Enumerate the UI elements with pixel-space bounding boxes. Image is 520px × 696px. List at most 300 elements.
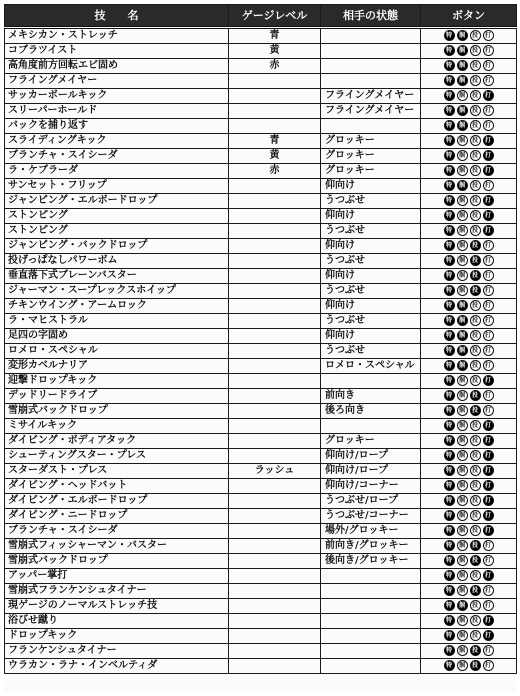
button-glyph-icon: 掴 xyxy=(457,45,468,56)
button-glyph-icon: 投 xyxy=(470,390,481,401)
button-glyph-icon: 掴 xyxy=(457,570,468,581)
move-name: 雪崩式フランケンシュタイナー xyxy=(5,584,229,599)
button-combo xyxy=(421,659,517,674)
table-row xyxy=(5,224,517,239)
table-row xyxy=(5,359,517,374)
gauge-level xyxy=(229,629,321,644)
opponent-state: グロッキー xyxy=(321,134,421,149)
button-glyph-icon: 掴 xyxy=(457,480,468,491)
button-glyph-icon: 投 xyxy=(470,90,481,101)
button-glyph-icon: 投 xyxy=(470,435,481,446)
button-glyph-icon: 掴 xyxy=(457,360,468,371)
button-glyph-icon: 掴 xyxy=(457,255,468,266)
button-glyph-icon: 投 xyxy=(470,660,481,671)
button-glyph-icon: 投 xyxy=(470,135,481,146)
table-row xyxy=(5,479,517,494)
button-glyph-icon: 投 xyxy=(470,150,481,161)
header-row xyxy=(5,5,517,28)
button-combo xyxy=(421,479,517,494)
button-glyph-icon: 特 xyxy=(444,150,455,161)
move-name: スリーパーホールド xyxy=(5,104,229,119)
button-glyph-icon: 打 xyxy=(483,45,494,56)
move-name: 雪崩式バックドロップ xyxy=(5,404,229,419)
button-glyph-icon: 投 xyxy=(470,510,481,521)
button-glyph-icon: 特 xyxy=(444,645,455,656)
gauge-level xyxy=(229,449,321,464)
move-name: ロメロ・スペシャル xyxy=(5,344,229,359)
button-combo xyxy=(421,569,517,584)
gauge-level xyxy=(229,104,321,119)
table-row xyxy=(5,119,517,134)
button-combo xyxy=(421,494,517,509)
opponent-state xyxy=(321,28,421,44)
button-glyph-icon: 掴 xyxy=(457,150,468,161)
button-glyph-icon: 掴 xyxy=(457,30,468,41)
move-name: ダイビング・エルボードロップ xyxy=(5,494,229,509)
gauge-level xyxy=(229,344,321,359)
move-name: 浴びせ蹴り xyxy=(5,614,229,629)
button-glyph-icon: 特 xyxy=(444,330,455,341)
button-glyph-icon: 投 xyxy=(470,255,481,266)
button-glyph-icon: 掴 xyxy=(457,165,468,176)
table-row xyxy=(5,419,517,434)
button-combo xyxy=(421,254,517,269)
move-name: フランケンシュタイナー xyxy=(5,644,229,659)
button-glyph-icon: 掴 xyxy=(457,300,468,311)
gauge-level xyxy=(229,89,321,104)
table-row xyxy=(5,449,517,464)
gauge-level: ラッシュ xyxy=(229,464,321,479)
button-glyph-icon: 打 xyxy=(483,570,494,581)
button-glyph-icon: 特 xyxy=(444,270,455,281)
table-row xyxy=(5,539,517,554)
button-glyph-icon: 投 xyxy=(470,420,481,431)
button-glyph-icon: 掴 xyxy=(457,135,468,146)
table-row xyxy=(5,239,517,254)
button-glyph-icon: 打 xyxy=(483,255,494,266)
gauge-level xyxy=(229,539,321,554)
gauge-level xyxy=(229,254,321,269)
button-glyph-icon: 掴 xyxy=(457,645,468,656)
button-glyph-icon: 特 xyxy=(444,60,455,71)
button-glyph-icon: 打 xyxy=(483,210,494,221)
button-glyph-icon: 特 xyxy=(444,570,455,581)
button-glyph-icon: 掴 xyxy=(457,555,468,566)
gauge-level xyxy=(229,239,321,254)
button-glyph-icon: 打 xyxy=(483,450,494,461)
table-row xyxy=(5,209,517,224)
gauge-level xyxy=(229,269,321,284)
button-glyph-icon: 投 xyxy=(470,240,481,251)
move-name: 雪崩式フィッシャーマン・バスター xyxy=(5,539,229,554)
button-glyph-icon: 投 xyxy=(470,45,481,56)
button-combo xyxy=(421,179,517,194)
table-row xyxy=(5,44,517,59)
button-glyph-icon: 打 xyxy=(483,540,494,551)
table-row xyxy=(5,284,517,299)
button-combo xyxy=(421,389,517,404)
button-glyph-icon: 掴 xyxy=(457,330,468,341)
button-combo xyxy=(421,314,517,329)
table-row xyxy=(5,149,517,164)
header-opponent-state: 相手の状態 xyxy=(321,5,421,28)
gauge-level xyxy=(229,329,321,344)
gauge-level xyxy=(229,224,321,239)
button-combo xyxy=(421,269,517,284)
button-glyph-icon: 打 xyxy=(483,465,494,476)
button-glyph-icon: 打 xyxy=(483,585,494,596)
button-glyph-icon: 掴 xyxy=(457,435,468,446)
button-glyph-icon: 特 xyxy=(444,30,455,41)
table-row xyxy=(5,659,517,674)
gauge-level xyxy=(229,584,321,599)
button-glyph-icon: 特 xyxy=(444,285,455,296)
move-name: 現ゲージのノーマルストレッチ技 xyxy=(5,599,229,614)
gauge-level xyxy=(229,119,321,134)
button-glyph-icon: 掴 xyxy=(457,225,468,236)
button-combo xyxy=(421,284,517,299)
move-name: ダイビング・ヘッドバット xyxy=(5,479,229,494)
button-glyph-icon: 特 xyxy=(444,360,455,371)
button-glyph-icon: 打 xyxy=(483,75,494,86)
button-glyph-icon: 掴 xyxy=(457,660,468,671)
button-glyph-icon: 打 xyxy=(483,495,494,506)
opponent-state xyxy=(321,614,421,629)
opponent-state: 仰向け xyxy=(321,209,421,224)
gauge-level xyxy=(229,299,321,314)
button-glyph-icon: 投 xyxy=(470,60,481,71)
opponent-state: 仰向け xyxy=(321,239,421,254)
move-name: アッパー掌打 xyxy=(5,569,229,584)
button-glyph-icon: 特 xyxy=(444,105,455,116)
table-row xyxy=(5,524,517,539)
button-glyph-icon: 掴 xyxy=(457,120,468,131)
button-glyph-icon: 投 xyxy=(470,270,481,281)
button-glyph-icon: 投 xyxy=(470,75,481,86)
opponent-state: 仰向け xyxy=(321,329,421,344)
button-glyph-icon: 特 xyxy=(444,45,455,56)
button-glyph-icon: 投 xyxy=(470,555,481,566)
gauge-level xyxy=(229,314,321,329)
button-glyph-icon: 投 xyxy=(470,615,481,626)
opponent-state: フライングメイヤー xyxy=(321,89,421,104)
button-glyph-icon: 投 xyxy=(470,285,481,296)
button-combo xyxy=(421,539,517,554)
opponent-state: うつぶせ xyxy=(321,224,421,239)
header-gauge-level: ゲージレベル xyxy=(229,5,321,28)
button-glyph-icon: 投 xyxy=(470,195,481,206)
button-glyph-icon: 掴 xyxy=(457,105,468,116)
gauge-level xyxy=(229,659,321,674)
table-row xyxy=(5,104,517,119)
move-name: ジャーマン・スープレックスホイップ xyxy=(5,284,229,299)
button-glyph-icon: 打 xyxy=(483,225,494,236)
button-glyph-icon: 打 xyxy=(483,555,494,566)
opponent-state: 後ろ向き xyxy=(321,404,421,419)
button-glyph-icon: 特 xyxy=(444,585,455,596)
gauge-level xyxy=(229,179,321,194)
button-glyph-icon: 掴 xyxy=(457,495,468,506)
opponent-state: 仰向け xyxy=(321,299,421,314)
button-glyph-icon: 特 xyxy=(444,345,455,356)
table-row xyxy=(5,374,517,389)
button-glyph-icon: 特 xyxy=(444,390,455,401)
button-glyph-icon: 打 xyxy=(483,150,494,161)
move-list-sheet xyxy=(4,4,516,692)
button-glyph-icon: 打 xyxy=(483,375,494,386)
button-glyph-icon: 投 xyxy=(470,480,481,491)
button-glyph-icon: 投 xyxy=(470,210,481,221)
opponent-state: グロッキー xyxy=(321,164,421,179)
button-glyph-icon: 投 xyxy=(470,405,481,416)
button-glyph-icon: 投 xyxy=(470,495,481,506)
table-row xyxy=(5,464,517,479)
move-name: ミサイルキック xyxy=(5,419,229,434)
button-glyph-icon: 打 xyxy=(483,510,494,521)
gauge-level xyxy=(229,389,321,404)
button-combo xyxy=(421,644,517,659)
table-row xyxy=(5,614,517,629)
button-combo xyxy=(421,344,517,359)
button-glyph-icon: 投 xyxy=(470,525,481,536)
button-combo xyxy=(421,599,517,614)
button-glyph-icon: 特 xyxy=(444,255,455,266)
button-glyph-icon: 特 xyxy=(444,480,455,491)
button-glyph-icon: 特 xyxy=(444,225,455,236)
move-name: チキンウイング・アームロック xyxy=(5,299,229,314)
button-glyph-icon: 打 xyxy=(483,240,494,251)
button-combo xyxy=(421,374,517,389)
opponent-state: ロメロ・スペシャル xyxy=(321,359,421,374)
button-glyph-icon: 投 xyxy=(470,375,481,386)
button-glyph-icon: 特 xyxy=(444,375,455,386)
table-row xyxy=(5,554,517,569)
button-glyph-icon: 投 xyxy=(470,105,481,116)
table-row xyxy=(5,404,517,419)
button-glyph-icon: 特 xyxy=(444,180,455,191)
gauge-level xyxy=(229,74,321,89)
button-glyph-icon: 投 xyxy=(470,225,481,236)
move-name: 投げっぱなしパワーボム xyxy=(5,254,229,269)
button-glyph-icon: 打 xyxy=(483,135,494,146)
button-glyph-icon: 投 xyxy=(470,360,481,371)
button-glyph-icon: 投 xyxy=(470,120,481,131)
button-glyph-icon: 投 xyxy=(470,330,481,341)
button-glyph-icon: 打 xyxy=(483,30,494,41)
table-row xyxy=(5,644,517,659)
button-glyph-icon: 特 xyxy=(444,420,455,431)
button-glyph-icon: 掴 xyxy=(457,600,468,611)
move-list-table xyxy=(4,4,517,674)
button-glyph-icon: 掴 xyxy=(457,60,468,71)
move-name: ストンピング xyxy=(5,209,229,224)
table-row xyxy=(5,629,517,644)
button-glyph-icon: 投 xyxy=(470,585,481,596)
button-combo xyxy=(421,224,517,239)
gauge-level xyxy=(229,419,321,434)
move-name: ダイビング・ニードロップ xyxy=(5,509,229,524)
button-combo xyxy=(421,449,517,464)
table-row xyxy=(5,164,517,179)
button-glyph-icon: 特 xyxy=(444,195,455,206)
button-glyph-icon: 投 xyxy=(470,345,481,356)
gauge-level xyxy=(229,569,321,584)
gauge-level xyxy=(229,359,321,374)
button-glyph-icon: 特 xyxy=(444,240,455,251)
button-glyph-icon: 投 xyxy=(470,600,481,611)
button-glyph-icon: 特 xyxy=(444,210,455,221)
button-glyph-icon: 打 xyxy=(483,630,494,641)
gauge-level xyxy=(229,209,321,224)
move-name: 迎撃ドロップキック xyxy=(5,374,229,389)
button-combo xyxy=(421,74,517,89)
table-row xyxy=(5,74,517,89)
button-glyph-icon: 掴 xyxy=(457,405,468,416)
opponent-state: フライングメイヤー xyxy=(321,104,421,119)
move-name: メキシカン・ストレッチ xyxy=(5,28,229,44)
button-glyph-icon: 掴 xyxy=(457,420,468,431)
button-combo xyxy=(421,104,517,119)
button-glyph-icon: 打 xyxy=(483,105,494,116)
button-glyph-icon: 掴 xyxy=(457,315,468,326)
move-name: 雪崩式バックドロップ xyxy=(5,554,229,569)
button-glyph-icon: 打 xyxy=(483,120,494,131)
button-glyph-icon: 掴 xyxy=(457,615,468,626)
button-glyph-icon: 掴 xyxy=(457,540,468,551)
table-row xyxy=(5,329,517,344)
button-glyph-icon: 打 xyxy=(483,285,494,296)
table-row xyxy=(5,584,517,599)
button-glyph-icon: 特 xyxy=(444,630,455,641)
move-name: ウラカン・ラナ・インベルティダ xyxy=(5,659,229,674)
button-glyph-icon: 特 xyxy=(444,495,455,506)
move-name: コブラツイスト xyxy=(5,44,229,59)
opponent-state: うつぶせ xyxy=(321,194,421,209)
opponent-state xyxy=(321,599,421,614)
button-glyph-icon: 打 xyxy=(483,435,494,446)
button-combo xyxy=(421,194,517,209)
button-glyph-icon: 投 xyxy=(470,465,481,476)
button-combo xyxy=(421,404,517,419)
button-glyph-icon: 投 xyxy=(470,165,481,176)
button-glyph-icon: 打 xyxy=(483,315,494,326)
button-glyph-icon: 掴 xyxy=(457,525,468,536)
table-row xyxy=(5,194,517,209)
button-glyph-icon: 特 xyxy=(444,135,455,146)
button-combo xyxy=(421,554,517,569)
gauge-level xyxy=(229,554,321,569)
button-glyph-icon: 投 xyxy=(470,180,481,191)
button-glyph-icon: 掴 xyxy=(457,375,468,386)
table-row xyxy=(5,179,517,194)
button-combo xyxy=(421,89,517,104)
gauge-level xyxy=(229,374,321,389)
table-row xyxy=(5,314,517,329)
button-glyph-icon: 投 xyxy=(470,30,481,41)
opponent-state xyxy=(321,44,421,59)
button-glyph-icon: 掴 xyxy=(457,465,468,476)
button-combo xyxy=(421,524,517,539)
move-name: 変形カベルナリア xyxy=(5,359,229,374)
table-row xyxy=(5,569,517,584)
button-combo xyxy=(421,614,517,629)
opponent-state xyxy=(321,374,421,389)
button-glyph-icon: 特 xyxy=(444,300,455,311)
button-glyph-icon: 特 xyxy=(444,465,455,476)
table-row xyxy=(5,59,517,74)
opponent-state xyxy=(321,584,421,599)
button-glyph-icon: 打 xyxy=(483,165,494,176)
button-combo xyxy=(421,28,517,44)
button-glyph-icon: 打 xyxy=(483,330,494,341)
button-glyph-icon: 掴 xyxy=(457,285,468,296)
opponent-state xyxy=(321,644,421,659)
table-row xyxy=(5,269,517,284)
button-glyph-icon: 投 xyxy=(470,570,481,581)
button-glyph-icon: 打 xyxy=(483,600,494,611)
opponent-state: 場外/グロッキー xyxy=(321,524,421,539)
gauge-level xyxy=(229,404,321,419)
button-combo xyxy=(421,419,517,434)
button-glyph-icon: 特 xyxy=(444,510,455,521)
button-glyph-icon: 掴 xyxy=(457,270,468,281)
button-glyph-icon: 打 xyxy=(483,180,494,191)
opponent-state: うつぶせ xyxy=(321,314,421,329)
button-combo xyxy=(421,464,517,479)
gauge-level: 赤 xyxy=(229,59,321,74)
opponent-state xyxy=(321,74,421,89)
button-glyph-icon: 特 xyxy=(444,315,455,326)
button-combo xyxy=(421,44,517,59)
move-name: ブランチャ・スイシーダ xyxy=(5,149,229,164)
gauge-level xyxy=(229,644,321,659)
button-glyph-icon: 打 xyxy=(483,480,494,491)
table-row xyxy=(5,434,517,449)
move-rows xyxy=(5,28,517,674)
button-glyph-icon: 打 xyxy=(483,195,494,206)
button-glyph-icon: 掴 xyxy=(457,390,468,401)
move-name: ジャンピング・エルボードロップ xyxy=(5,194,229,209)
move-name: サッカーボールキック xyxy=(5,89,229,104)
move-name: 高角度前方回転エビ固め xyxy=(5,59,229,74)
button-glyph-icon: 打 xyxy=(483,60,494,71)
opponent-state xyxy=(321,59,421,74)
opponent-state xyxy=(321,629,421,644)
button-glyph-icon: 特 xyxy=(444,120,455,131)
move-name: スライディングキック xyxy=(5,134,229,149)
button-combo xyxy=(421,59,517,74)
opponent-state: 仰向け xyxy=(321,179,421,194)
button-glyph-icon: 打 xyxy=(483,390,494,401)
move-name: サンセット・フリップ xyxy=(5,179,229,194)
button-glyph-icon: 特 xyxy=(444,660,455,671)
button-glyph-icon: 掴 xyxy=(457,630,468,641)
gauge-level xyxy=(229,524,321,539)
button-combo xyxy=(421,629,517,644)
button-glyph-icon: 投 xyxy=(470,450,481,461)
button-glyph-icon: 打 xyxy=(483,525,494,536)
gauge-level xyxy=(229,599,321,614)
button-glyph-icon: 特 xyxy=(444,165,455,176)
button-combo xyxy=(421,134,517,149)
move-name: ラ・マヒストラル xyxy=(5,314,229,329)
button-glyph-icon: 打 xyxy=(483,660,494,671)
button-glyph-icon: 掴 xyxy=(457,90,468,101)
opponent-state: 前向き xyxy=(321,389,421,404)
button-combo xyxy=(421,299,517,314)
button-glyph-icon: 特 xyxy=(444,90,455,101)
button-glyph-icon: 投 xyxy=(470,630,481,641)
